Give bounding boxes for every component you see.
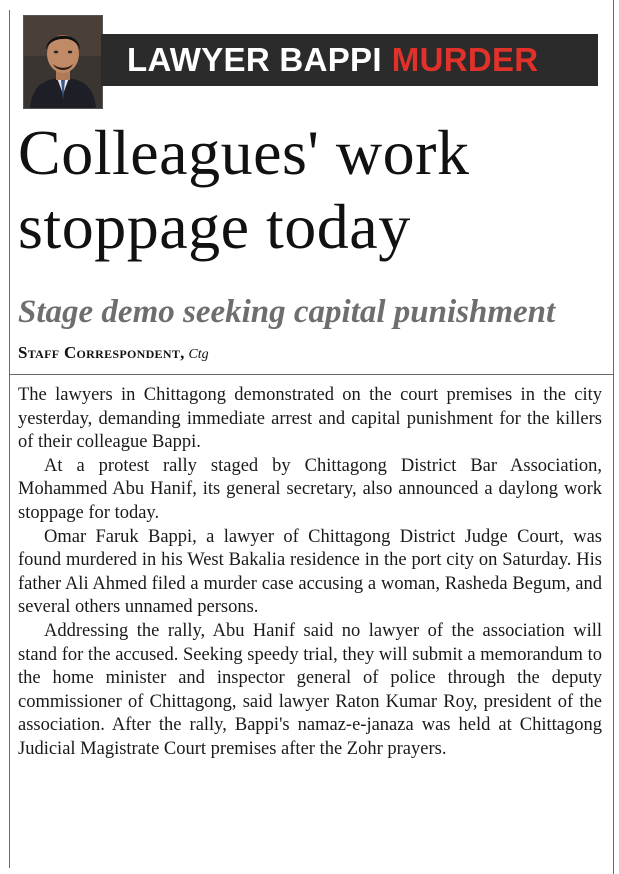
article-paragraph: At a protest rally staged by Chittagong District Bar Association, Mohammed Abu Hanif, its general secretary, also announced a daylong work stoppage for today. xyxy=(18,455,602,523)
headline-line-1: Colleagues' work xyxy=(18,117,470,188)
divider xyxy=(10,374,613,375)
column-rule-left xyxy=(9,10,10,868)
portrait-photo xyxy=(23,15,103,109)
banner-label: LAWYER BAPPI xyxy=(127,41,382,78)
headline-line-2: stoppage today xyxy=(18,191,411,262)
headline xyxy=(18,116,610,264)
banner-accent-label: MURDER xyxy=(391,41,539,78)
article-paragraph: Addressing the rally, Abu Hanif said no lawyer of the association will stand for the accused. Seeking speedy trial, they will submit a memorandum to the home minister and inspector general of police through the deputy commissioner of Chittagong, said lawyer Raton Kumar Roy, president of the association. After the rally, Bappi's namaz-e-janaza was held at Chittagong Judicial Magistrate Court premises after the Zohr prayers. xyxy=(18,620,602,759)
byline-author: Staff Correspondent, xyxy=(18,343,185,362)
column-rule-right xyxy=(613,0,614,874)
byline-location: Ctg xyxy=(188,347,209,362)
article-paragraph: Omar Faruk Bappi, a lawyer of Chittagong District Judge Court, was found murdered in his West Bakalia residence in the port city on Saturday. His father Ali Ahmed filed a murder case accusing a woman, Rasheda Begum, and several others unnamed persons. xyxy=(18,526,602,618)
article-paragraph: The lawyers in Chittagong demonstrated on the court premises in the city yesterday, demanding immediate arrest and capital punishment for the killers of their colleague Bappi. xyxy=(18,385,602,453)
person-portrait-icon xyxy=(24,16,102,108)
section-banner xyxy=(101,34,598,86)
subheadline: Stage demo seeking capital punishment xyxy=(18,294,556,330)
article-body xyxy=(18,384,602,762)
byline xyxy=(18,343,209,365)
